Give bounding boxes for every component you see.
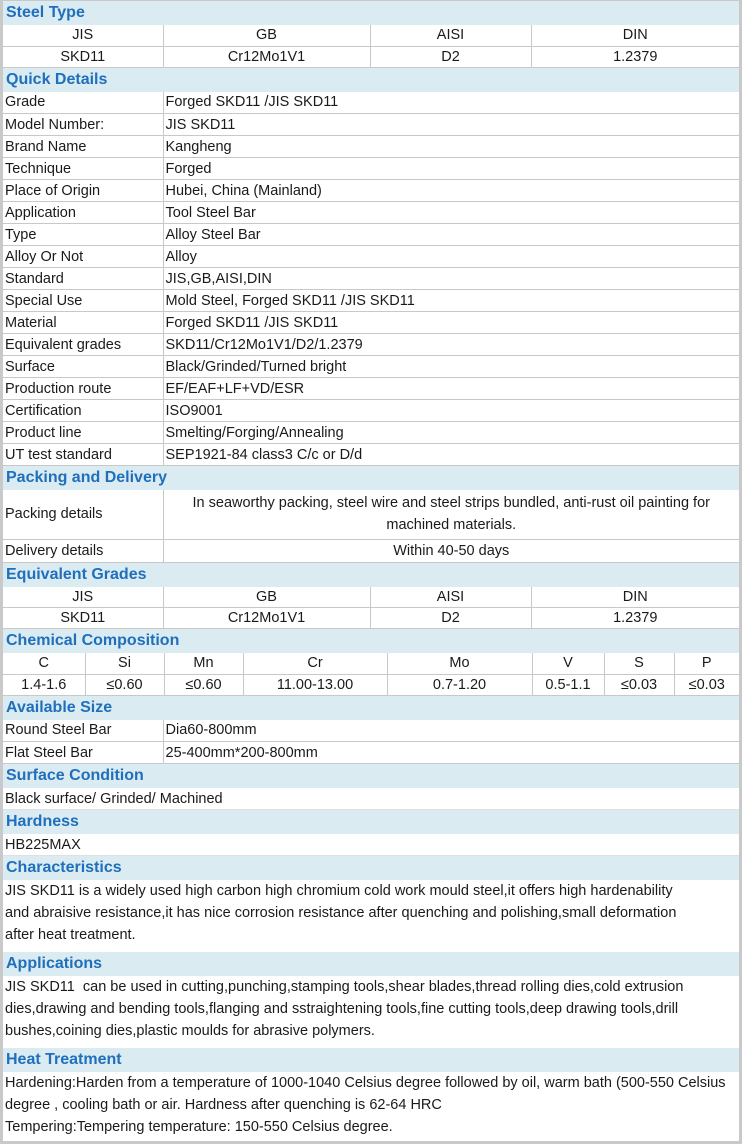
detail-value: Forged xyxy=(163,158,739,180)
detail-value: SKD11/Cr12Mo1V1/D2/1.2379 xyxy=(163,334,739,356)
detail-label: Standard xyxy=(3,268,163,290)
characteristics-text: JIS SKD11 is a widely used high carbon high chromium cold work mould steel,it offers high hardenability and abraisive resistance,it has nice corrosion resistance after quenching and polishing,small deformation after heat treatment. xyxy=(5,883,677,943)
section-header-steel-type: Steel Type xyxy=(3,1,739,25)
header-cell-cr: Cr xyxy=(243,653,387,674)
detail-label: Material xyxy=(3,312,163,334)
table-row xyxy=(3,180,739,202)
detail-label: Brand Name xyxy=(3,136,163,158)
table-row xyxy=(3,720,739,742)
table-header-row xyxy=(3,653,739,674)
detail-value: Hubei, China (Mainland) xyxy=(163,180,739,202)
value-cell-si: ≤0.60 xyxy=(85,674,164,695)
section-header-hardness: Hardness xyxy=(3,810,739,834)
table-row xyxy=(3,312,739,334)
section-header-equivalent-grades: Equivalent Grades xyxy=(3,563,739,587)
detail-label: Certification xyxy=(3,400,163,422)
section-header-surface-condition: Surface Condition xyxy=(3,764,739,788)
detail-value: JIS SKD11 xyxy=(163,114,739,136)
table-row xyxy=(3,46,739,67)
equivalent-grades-table xyxy=(3,587,739,630)
table-row xyxy=(3,400,739,422)
chemical-composition-table xyxy=(3,653,739,696)
detail-label: Place of Origin xyxy=(3,180,163,202)
detail-value: Tool Steel Bar xyxy=(163,202,739,224)
detail-label: Type xyxy=(3,224,163,246)
value-cell-jis: SKD11 xyxy=(3,608,163,629)
section-header-characteristics: Characteristics xyxy=(3,856,739,880)
header-cell-c: C xyxy=(3,653,85,674)
header-cell-si: Si xyxy=(85,653,164,674)
section-header-packing-delivery: Packing and Delivery xyxy=(3,466,739,490)
value-cell-c: 1.4-1.6 xyxy=(3,674,85,695)
section-header-heat-treatment: Heat Treatment xyxy=(3,1048,739,1072)
steel-type-table xyxy=(3,25,739,68)
detail-label: Equivalent grades xyxy=(3,334,163,356)
detail-value: Black/Grinded/Turned bright xyxy=(163,356,739,378)
value-cell-aisi: D2 xyxy=(370,608,531,629)
header-cell-din: DIN xyxy=(531,587,739,608)
header-cell-aisi: AISI xyxy=(370,587,531,608)
detail-value: JIS,GB,AISI,DIN xyxy=(163,268,739,290)
detail-label: Model Number: xyxy=(3,114,163,136)
table-row xyxy=(3,742,739,764)
header-cell-mo: Mo xyxy=(387,653,532,674)
header-cell-din: DIN xyxy=(531,25,739,46)
table-row xyxy=(3,608,739,629)
table-row xyxy=(3,268,739,290)
value-cell-mo: 0.7-1.20 xyxy=(387,674,532,695)
table-row xyxy=(3,158,739,180)
table-row xyxy=(3,490,739,539)
detail-label: UT test standard xyxy=(3,444,163,466)
size-value: Dia60-800mm xyxy=(163,720,739,742)
header-cell-p: P xyxy=(674,653,739,674)
hardness-text: HB225MAX xyxy=(3,834,739,856)
value-cell-gb: Cr12Mo1V1 xyxy=(163,608,370,629)
detail-value: Forged SKD11 /JIS SKD11 xyxy=(163,312,739,334)
applications-text: JIS SKD11 can be used in cutting,punching,stamping tools,shear blades,thread rolling dies,cold extrusion dies,drawing and bending tools,flanging and sstraightening tools,fine cutting tools,deep drawing tools,drill bushes,coining dies,plastic moulds for abrasive polymers. xyxy=(5,979,688,1039)
table-row xyxy=(3,92,739,114)
section-header-applications: Applications xyxy=(3,952,739,976)
value-cell-aisi: D2 xyxy=(370,46,531,67)
table-header-row xyxy=(3,587,739,608)
section-header-quick-details: Quick Details xyxy=(3,68,739,92)
table-row xyxy=(3,334,739,356)
detail-value: Kangheng xyxy=(163,136,739,158)
spec-sheet xyxy=(3,1,739,1141)
detail-label: Grade xyxy=(3,92,163,114)
table-row xyxy=(3,136,739,158)
header-cell-jis: JIS xyxy=(3,587,163,608)
header-cell-gb: GB xyxy=(163,587,370,608)
value-cell-s: ≤0.03 xyxy=(604,674,674,695)
table-row xyxy=(3,444,739,466)
header-cell-s: S xyxy=(604,653,674,674)
table-row xyxy=(3,246,739,268)
size-label: Flat Steel Bar xyxy=(3,742,163,764)
detail-label: Surface xyxy=(3,356,163,378)
table-row xyxy=(3,202,739,224)
header-cell-mn: Mn xyxy=(164,653,243,674)
size-value: 25-400mm*200-800mm xyxy=(163,742,739,764)
detail-label: Special Use xyxy=(3,290,163,312)
value-cell-p: ≤0.03 xyxy=(674,674,739,695)
table-row xyxy=(3,290,739,312)
detail-label: Technique xyxy=(3,158,163,180)
value-cell-din: 1.2379 xyxy=(531,608,739,629)
hardening-text: Hardening:Harden from a temperature of 1000-1040 Celsius degree followed by oil, warm bath (500-550 Celsius degree , cooling bath or air. Hardness after quenching is 62-64 HRC xyxy=(5,1075,726,1113)
detail-label: Alloy Or Not xyxy=(3,246,163,268)
header-cell-gb: GB xyxy=(163,25,370,46)
value-cell-mn: ≤0.60 xyxy=(164,674,243,695)
section-header-available-size: Available Size xyxy=(3,696,739,720)
table-row xyxy=(3,674,739,695)
table-header-row xyxy=(3,25,739,46)
tempering-text: Tempering:Tempering temperature: 150-550 Celsius degree. xyxy=(5,1119,393,1135)
size-label: Round Steel Bar xyxy=(3,720,163,742)
detail-label: Product line xyxy=(3,422,163,444)
detail-value: ISO9001 xyxy=(163,400,739,422)
detail-label: Production route xyxy=(3,378,163,400)
detail-value: Alloy Steel Bar xyxy=(163,224,739,246)
value-cell-cr: 11.00-13.00 xyxy=(243,674,387,695)
delivery-value: Within 40-50 days xyxy=(163,539,739,562)
detail-value: Smelting/Forging/Annealing xyxy=(163,422,739,444)
detail-label: Application xyxy=(3,202,163,224)
surface-condition-text: Black surface/ Grinded/ Machined xyxy=(3,788,739,810)
detail-value: Alloy xyxy=(163,246,739,268)
packing-value: In seaworthy packing, steel wire and steel strips bundled, anti-rust oil painting for machined materials. xyxy=(163,490,739,539)
table-row xyxy=(3,356,739,378)
quick-details-table xyxy=(3,92,739,467)
heat-treatment-block xyxy=(3,1072,739,1138)
detail-value: Forged SKD11 /JIS SKD11 xyxy=(163,92,739,114)
table-row xyxy=(3,114,739,136)
table-row xyxy=(3,378,739,400)
value-cell-v: 0.5-1.1 xyxy=(532,674,604,695)
section-header-chemical-composition: Chemical Composition xyxy=(3,629,739,653)
value-cell-gb: Cr12Mo1V1 xyxy=(163,46,370,67)
table-row xyxy=(3,224,739,246)
detail-value: Mold Steel, Forged SKD11 /JIS SKD11 xyxy=(163,290,739,312)
header-cell-v: V xyxy=(532,653,604,674)
header-cell-jis: JIS xyxy=(3,25,163,46)
value-cell-din: 1.2379 xyxy=(531,46,739,67)
detail-value: SEP1921-84 class3 C/c or D/d xyxy=(163,444,739,466)
table-row xyxy=(3,539,739,562)
table-row xyxy=(3,422,739,444)
header-cell-aisi: AISI xyxy=(370,25,531,46)
detail-value: EF/EAF+LF+VD/ESR xyxy=(163,378,739,400)
available-size-table xyxy=(3,720,739,765)
packing-delivery-table xyxy=(3,490,739,563)
delivery-label: Delivery details xyxy=(3,539,163,562)
value-cell-jis: SKD11 xyxy=(3,46,163,67)
packing-label: Packing details xyxy=(3,490,163,539)
